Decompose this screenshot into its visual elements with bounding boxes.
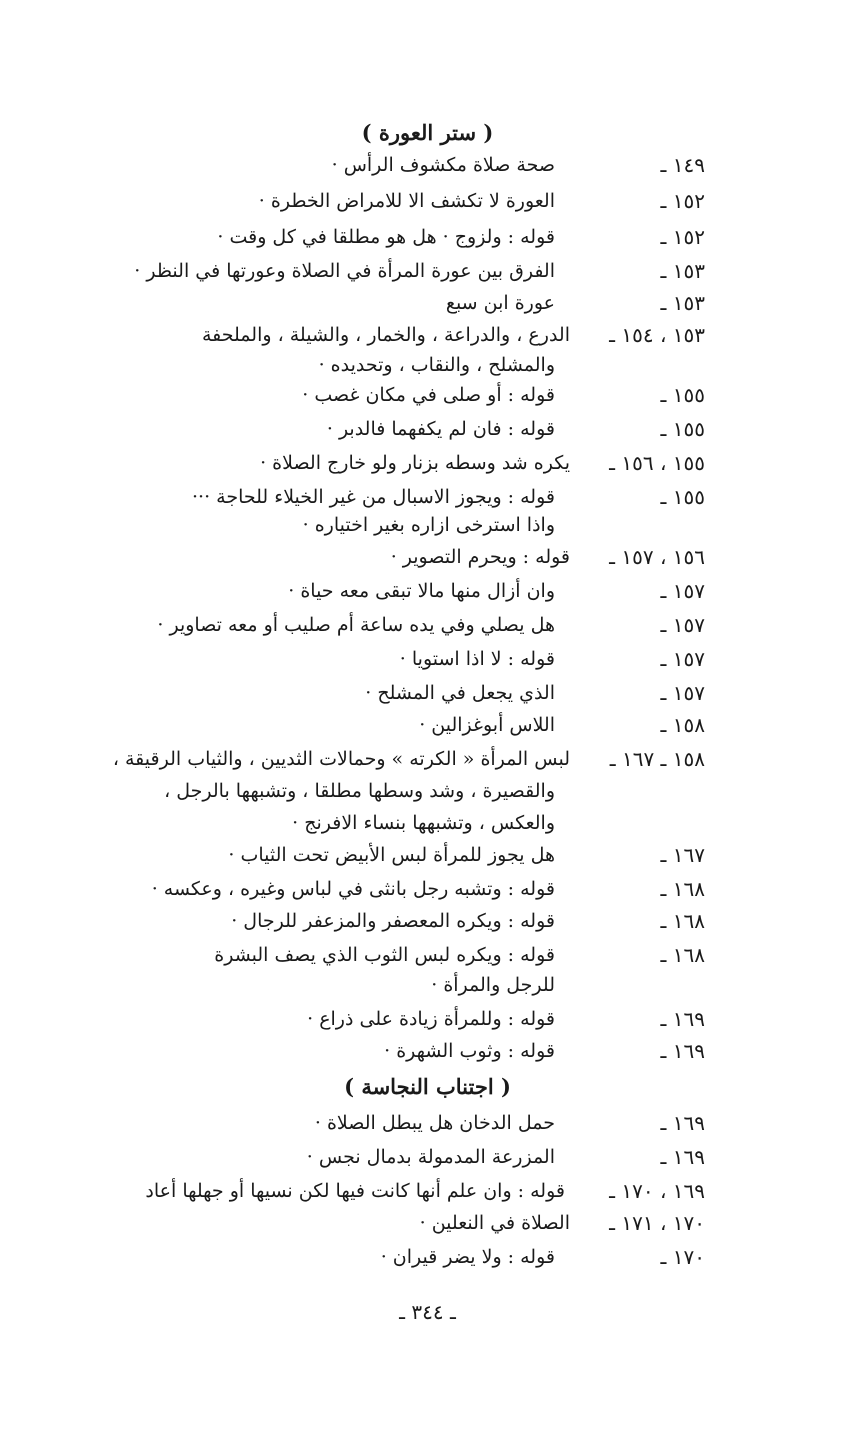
list-item bbox=[0, 1176, 855, 1210]
list-item bbox=[0, 840, 855, 874]
entry-continuation: واذا استرخى ازاره بغير اختياره · bbox=[302, 514, 555, 536]
page-number: ـ ٣٤٤ ـ bbox=[399, 1300, 456, 1324]
entry-text: قوله : فان لم يكفهما فالدبر · bbox=[326, 418, 555, 440]
list-item bbox=[0, 320, 855, 384]
page-ref: ١٦٨ ـ bbox=[660, 877, 705, 901]
entry-text: يكره شد وسطه بزنار ولو خارج الصلاة · bbox=[260, 452, 570, 474]
page-ref: ١٥٥ ـ bbox=[660, 485, 705, 509]
list-item bbox=[0, 610, 855, 644]
page-ref: ١٤٩ ـ bbox=[660, 153, 705, 177]
entry-text: قوله : ويكره لبس الثوب الذي يصف البشرة bbox=[214, 944, 555, 966]
entry-text: اللاس أبوغزالين · bbox=[419, 714, 555, 736]
list-item bbox=[0, 576, 855, 610]
page-ref: ١٥٦ ، ١٥٧ ـ bbox=[609, 545, 705, 569]
entry-text: قوله : ويكره المعصفر والمزعفر للرجال · bbox=[231, 910, 555, 932]
list-item bbox=[0, 940, 855, 1004]
entry-text: قوله : ويحرم التصوير · bbox=[390, 546, 570, 568]
list-item bbox=[0, 256, 855, 290]
entry-text: المزرعة المدمولة بدمال نجس · bbox=[306, 1146, 555, 1168]
entry-continuation: والمشلح ، والنقاب ، وتحديده · bbox=[318, 354, 555, 376]
page-ref: ١٦٨ ـ bbox=[660, 909, 705, 933]
section-heading-najasa: ( اجتناب النجاسة ) bbox=[344, 1074, 511, 1099]
entry-text: قوله : وللمرأة زيادة على ذراع · bbox=[307, 1008, 555, 1030]
page-ref: ١٦٩ ـ bbox=[660, 1111, 705, 1135]
page-ref: ١٦٩ ، ١٧٠ ـ bbox=[609, 1179, 705, 1203]
list-item bbox=[0, 678, 855, 712]
list-item bbox=[0, 1208, 855, 1242]
page-ref: ١٦٩ ـ bbox=[660, 1039, 705, 1063]
entry-text: قوله : وثوب الشهرة · bbox=[384, 1040, 555, 1062]
page-ref: ١٥٢ ـ bbox=[660, 225, 705, 249]
entry-text: هل يصلي وفي يده ساعة أم صليب أو معه تصاوير · bbox=[157, 614, 555, 636]
entry-text: قوله : وتشبه رجل بانثى في لباس وغيره ، وعكسه · bbox=[151, 878, 555, 900]
entry-text: الصلاة في النعلين · bbox=[419, 1212, 570, 1234]
page-ref: ١٦٨ ـ bbox=[660, 943, 705, 967]
page-ref: ١٥٥ ، ١٥٦ ـ bbox=[609, 451, 705, 475]
section-heading-sitr: ( ستر العورة ) bbox=[361, 120, 494, 145]
page-ref: ١٥٢ ـ bbox=[660, 189, 705, 213]
entry-continuation: للرجل والمرأة · bbox=[431, 974, 555, 996]
page-ref: ١٥٧ ـ bbox=[660, 613, 705, 637]
entry-text: عورة ابن سبع bbox=[445, 292, 555, 314]
list-item bbox=[0, 1036, 855, 1070]
page-ref: ١٥٧ ـ bbox=[660, 681, 705, 705]
entry-text: الفرق بين عورة المرأة في الصلاة وعورتها في النظر · bbox=[134, 260, 555, 282]
page-ref: ١٥٧ ـ bbox=[660, 647, 705, 671]
list-item bbox=[0, 906, 855, 940]
entry-text: قوله : ويجوز الاسبال من غير الخيلاء للحاجة ··· bbox=[192, 486, 555, 508]
entry-text: صحة صلاة مكشوف الرأس · bbox=[331, 154, 555, 176]
entry-text: قوله : لا اذا استويا · bbox=[399, 648, 555, 670]
list-item bbox=[0, 1004, 855, 1038]
entry-text: الدرع ، والدراعة ، والخمار ، والشيلة ، والملحفة bbox=[201, 324, 570, 346]
page-ref: ١٥٧ ـ bbox=[660, 579, 705, 603]
list-item bbox=[0, 150, 855, 184]
page-ref: ١٦٩ ـ bbox=[660, 1007, 705, 1031]
entry-text: قوله : ولزوج · هل هو مطلقا في كل وقت · bbox=[217, 226, 555, 248]
entry-continuation: والعكس ، وتشبهها بنساء الافرنج · bbox=[292, 812, 555, 834]
list-item bbox=[0, 1108, 855, 1142]
list-item bbox=[0, 644, 855, 678]
list-item bbox=[0, 222, 855, 256]
entry-text: لبس المرأة « الكرته » وحمالات الثديين ، والثياب الرقيقة ، bbox=[112, 748, 570, 770]
list-item bbox=[0, 1242, 855, 1276]
entry-text: قوله : ولا يضر قيران · bbox=[380, 1246, 555, 1268]
list-item bbox=[0, 874, 855, 908]
list-item bbox=[0, 288, 855, 322]
page-ref: ١٥٨ ـ ١٦٧ ـ bbox=[609, 747, 705, 771]
entry-text: قوله : أو صلى في مكان غصب · bbox=[302, 384, 555, 406]
page-ref: ١٦٧ ـ bbox=[660, 843, 705, 867]
entry-text: حمل الدخان هل يبطل الصلاة · bbox=[314, 1112, 555, 1134]
page-ref: ١٥٣ ، ١٥٤ ـ bbox=[609, 323, 705, 347]
list-item bbox=[0, 186, 855, 220]
entry-text: العورة لا تكشف الا للامراض الخطرة · bbox=[258, 190, 555, 212]
page-ref: ١٧٠ ، ١٧١ ـ bbox=[609, 1211, 705, 1235]
page-ref: ١٦٩ ـ bbox=[660, 1145, 705, 1169]
entry-text: الذي يجعل في المشلح · bbox=[365, 682, 555, 704]
page-ref: ١٧٠ ـ bbox=[660, 1245, 705, 1269]
page-ref: ١٥٥ ـ bbox=[660, 417, 705, 441]
entry-continuation: والقصيرة ، وشد وسطها مطلقا ، وتشبهها بالرجل ، bbox=[164, 780, 555, 802]
page-ref: ١٥٣ ـ bbox=[660, 259, 705, 283]
list-item bbox=[0, 710, 855, 744]
list-item bbox=[0, 380, 855, 414]
entry-text: وان أزال منها مالا تبقى معه حياة · bbox=[288, 580, 555, 602]
page-ref: ١٥٨ ـ bbox=[660, 713, 705, 737]
page-ref: ١٥٣ ـ bbox=[660, 291, 705, 315]
list-item bbox=[0, 744, 855, 840]
list-item bbox=[0, 414, 855, 448]
page-ref: ١٥٥ ـ bbox=[660, 383, 705, 407]
entry-text: هل يجوز للمرأة لبس الأبيض تحت الثياب · bbox=[228, 844, 555, 866]
list-item bbox=[0, 448, 855, 482]
list-item bbox=[0, 1142, 855, 1176]
list-item bbox=[0, 482, 855, 546]
list-item bbox=[0, 542, 855, 576]
entry-text: قوله : وان علم أنها كانت فيها لكن نسيها أو جهلها أعاد bbox=[145, 1180, 565, 1202]
